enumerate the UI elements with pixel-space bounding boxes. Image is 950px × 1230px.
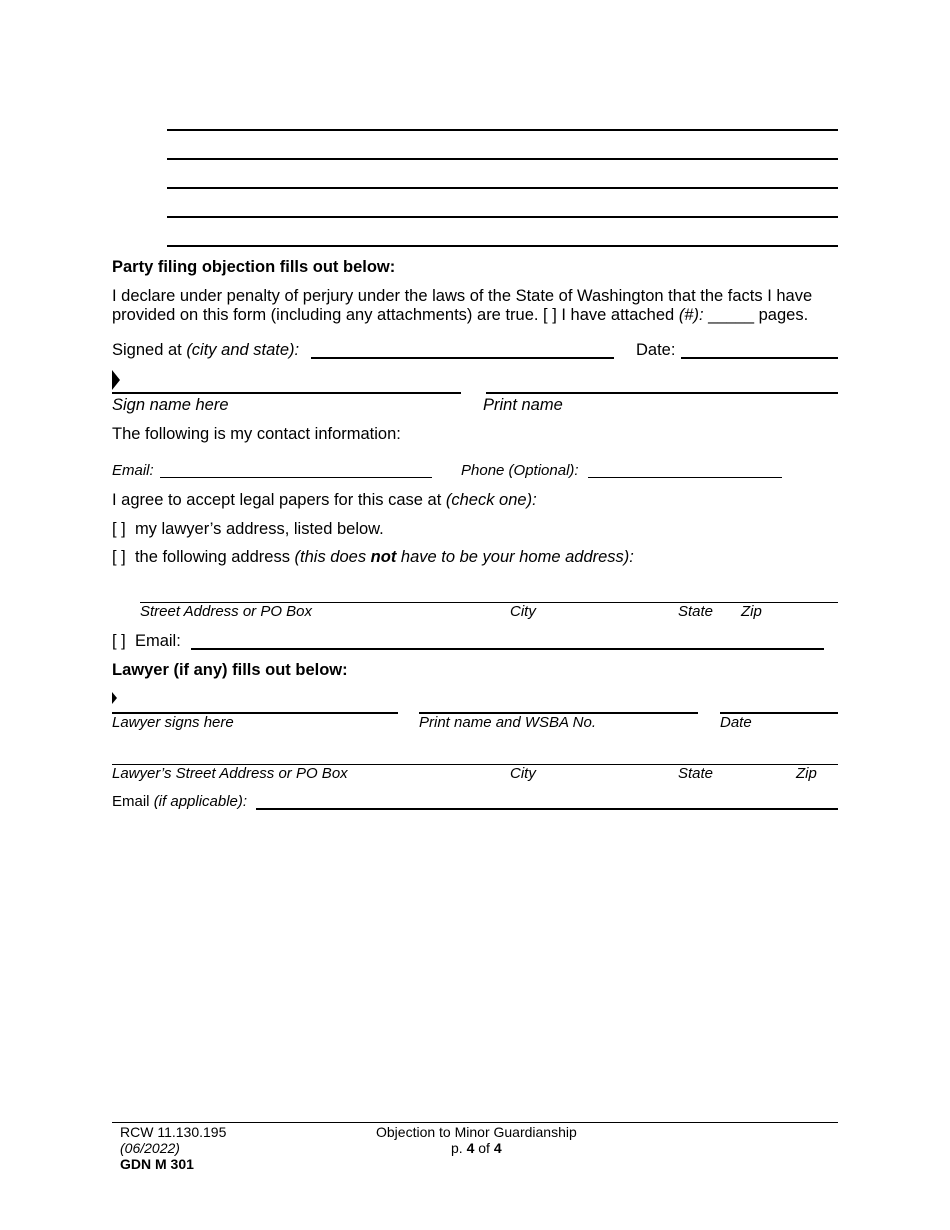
footer-divider [112, 1122, 838, 1123]
option-email-field[interactable] [191, 648, 824, 650]
lawyer-street-label: Lawyer’s Street Address or PO Box [112, 765, 348, 782]
date-label: Date: [636, 341, 676, 359]
lawyer-print-wsba-label: Print name and WSBA No. [419, 714, 597, 731]
agree-hint: (check one): [445, 491, 537, 509]
blank-line-2[interactable] [167, 158, 838, 160]
lawyer-signs-label: Lawyer signs here [112, 714, 234, 731]
option-email-label: Email: [134, 632, 181, 650]
signed-at-field[interactable] [311, 357, 614, 359]
page-prefix: p. [451, 1140, 467, 1156]
checkbox-following-address[interactable]: [ ] [112, 548, 126, 566]
footer-title: Objection to Minor Guardianship [376, 1124, 577, 1140]
blank-line-1[interactable] [167, 129, 838, 131]
declaration-line-1: I declare under penalty of perjury under the laws of the State of Washington that the facts I have [112, 287, 813, 305]
blank-line-3[interactable] [167, 187, 838, 189]
sign-name-label: Sign name here [112, 396, 229, 414]
checkbox-email[interactable]: [ ] [112, 632, 126, 650]
hint-part-2: have to be your home address): [396, 548, 634, 566]
option-lawyer-address[interactable] [112, 520, 384, 539]
email-label: Email: [112, 462, 154, 479]
phone-field[interactable] [588, 477, 782, 478]
page-number: 4 [466, 1140, 475, 1156]
pages-label: pages. [754, 306, 809, 324]
signature-field[interactable] [112, 392, 461, 394]
agree-text-main: I agree to accept legal papers for this case at [112, 491, 446, 509]
contact-intro: The following is my contact information: [112, 425, 401, 443]
option-following-address[interactable] [112, 548, 634, 567]
footer-page [451, 1140, 502, 1156]
hint-part-1: (this does [294, 548, 371, 566]
lawyer-heading: Lawyer (if any) fills out below: [112, 661, 348, 679]
signed-at-hint: (city and state): [186, 341, 300, 359]
lawyer-email-field[interactable] [256, 808, 838, 810]
lawyer-email-hint: (if applicable): [153, 793, 248, 810]
state-label: State [678, 603, 714, 620]
footer-date: (06/2022) [120, 1140, 180, 1156]
lawyer-zip-label: Zip [796, 765, 817, 782]
date-field[interactable] [681, 357, 838, 359]
party-heading: Party filing objection fills out below: [112, 258, 396, 276]
option-lawyer-label: my lawyer’s address, listed below. [134, 520, 384, 538]
blank-line-5[interactable] [167, 245, 838, 247]
option-address-hint [295, 548, 634, 566]
checkbox-lawyer-address[interactable]: [ ] [112, 520, 126, 538]
lawyer-email-text: Email [112, 793, 154, 810]
page-total: 4 [493, 1140, 502, 1156]
attached-count-blank[interactable]: _____ [708, 306, 755, 324]
declaration-line-2 [112, 306, 808, 325]
lawyer-email-label [112, 793, 247, 811]
footer-rcw: RCW 11.130.195 [120, 1124, 227, 1140]
lawyer-state-label: State [678, 765, 714, 782]
lawyer-signature-arrow-icon [112, 692, 117, 704]
signed-at-label [112, 341, 299, 360]
agree-text [112, 491, 537, 510]
signature-arrow-icon [112, 370, 120, 390]
signed-at-text: Signed at [112, 341, 187, 359]
hint-not: not [370, 548, 397, 566]
page-of: of [474, 1140, 494, 1156]
lawyer-date-label: Date [720, 714, 752, 731]
option-email[interactable] [112, 632, 181, 651]
street-address-label: Street Address or PO Box [140, 603, 313, 620]
zip-label: Zip [741, 603, 762, 620]
print-name-label: Print name [483, 396, 563, 414]
declaration-text: provided on this form (including any attachments) are true. [ ] I have attached [112, 306, 679, 324]
option-address-label: the following address [134, 548, 295, 566]
lawyer-city-label: City [510, 765, 536, 782]
print-name-field[interactable] [486, 392, 838, 394]
blank-line-4[interactable] [167, 216, 838, 218]
city-label: City [510, 603, 536, 620]
email-field[interactable] [160, 477, 432, 478]
attached-count-hint: (#): [678, 306, 704, 324]
footer-form-id: GDN M 301 [120, 1156, 194, 1172]
phone-label: Phone (Optional): [461, 462, 579, 479]
